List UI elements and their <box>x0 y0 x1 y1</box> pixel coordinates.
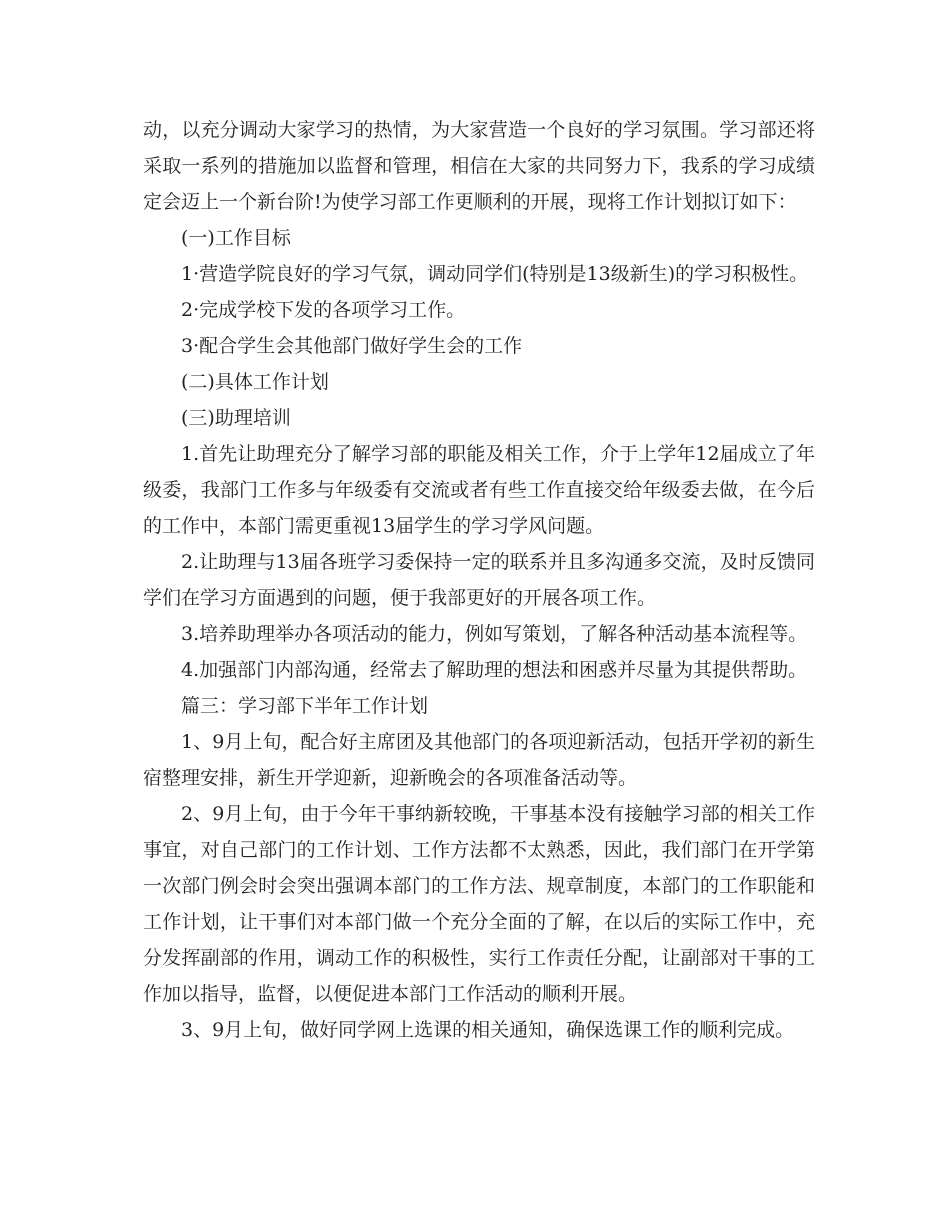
goal-item-3: 3·配合学生会其他部门做好学生会的工作 <box>181 335 523 357</box>
training-item-3: 3.培养助理举办各项活动的能力，例如写策划，了解各种活动基本流程等。 <box>181 623 808 645</box>
training-item-1: 1.首先让助理充分了解学习部的职能及相关工作，介于上学年12届成立了年级委，我部门工作多与年级委有交流或者有些工作直接交给年级委去做，在今后的工作中，本部门需更重视13届学生的学习学风问题。 <box>143 443 815 537</box>
goal-item-1: 1·营造学院良好的学习气氛，调动同学们(特别是13级新生)的学习积极性。 <box>181 263 809 285</box>
plan-item-1: 1、9月上旬，配合好主席团及其他部门的各项迎新活动，包括开学初的新生宿整理安排，新生开学迎新，迎新晚会的各项准备活动等。 <box>143 731 815 789</box>
heading-work-goals: (一)工作目标 <box>181 227 291 249</box>
training-item-2: 2.让助理与13届各班学习委保持一定的联系并且多沟通多交流，及时反馈同学们在学习方面遇到的问题，便于我部更好的开展各项工作。 <box>143 551 815 609</box>
training-item-4: 4.加强部门内部沟通，经常去了解助理的想法和困惑并尽量为其提供帮助。 <box>181 659 808 681</box>
goal-item-2: 2·完成学校下发的各项学习工作。 <box>181 299 466 321</box>
heading-assistant-training: (三)助理培训 <box>181 407 291 429</box>
section-title-part-three: 篇三：学习部下半年工作计划 <box>181 695 429 717</box>
paragraph-continuation: 动，以充分调动大家学习的热情，为大家营造一个良好的学习氛围。学习部还将采取一系列的措施加以监督和管理，相信在大家的共同努力下，我系的学习成绩定会迈上一个新台阶!为使学习部工作更顺利的开展，现将工作计划拟订如下： <box>143 119 815 213</box>
plan-item-2: 2、9月上旬，由于今年干事纳新较晚，干事基本没有接触学习部的相关工作事宜，对自己部门的工作计划、工作方法都不太熟悉，因此，我们部门在开学第一次部门例会时会突出强调本部门的工作方法、规章制度，本部门的工作职能和工作计划，让干事们对本部门做一个充分全面的了解，在以后的实际工作中，充分发挥副部的作用，调动工作的积极性，实行工作责任分配，让副部对干事的工作加以指导，监督，以便促进本部门工作活动的顺利开展。 <box>143 803 815 1005</box>
document-body <box>143 112 815 1048</box>
plan-item-3: 3、9月上旬，做好同学网上选课的相关通知，确保选课工作的顺利完成。 <box>181 1019 795 1041</box>
heading-work-plan: (二)具体工作计划 <box>181 371 329 393</box>
